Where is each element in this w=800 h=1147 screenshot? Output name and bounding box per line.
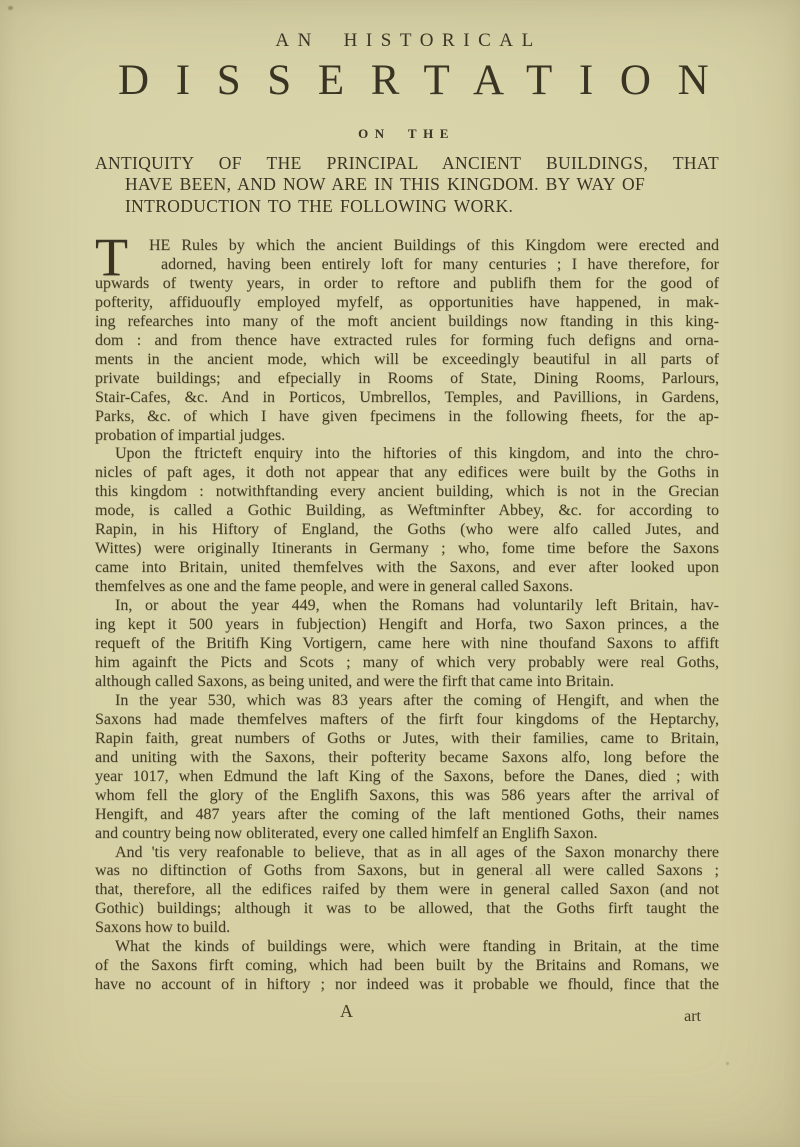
text-line: Upon the ftricteft enquiry into the hiftories of this kingdom, and into the chro-	[115, 445, 719, 463]
catchword: art	[684, 1008, 701, 1025]
paper-speck	[726, 1062, 729, 1065]
text-line: And 'tis very reafonable to believe, that as in all ages of the Saxon monarchy there	[115, 843, 719, 861]
text-line: year 1017, when Edmund the laft King of the Saxons, before the Danes, died ; with	[95, 767, 719, 785]
text-line: upwards of twenty years, in order to reftore and publifh them for the good of	[95, 274, 719, 292]
subtitle	[95, 153, 719, 217]
text-line: ments in the ancient mode, which will be exceedingly beautiful in all parts of	[95, 350, 719, 368]
paragraph	[95, 844, 719, 939]
text-line: Wittes) were originally Itinerants in Germany ; who, fome time before the Saxons	[95, 540, 719, 558]
text-line: In, or about the year 449, when the Romans had voluntarily left Britain, hav-	[115, 597, 719, 615]
paragraph	[95, 227, 719, 445]
text-line: Stair-Cafes, &c. And in Porticos, Umbrellos, Temples, and Pavillions, in Gardens,	[95, 388, 719, 406]
body-text	[95, 227, 719, 995]
text-line: HE Rules by which the ancient Buildings of this Kingdom were erected and	[149, 237, 719, 254]
subtitle-line: ANTIQUITY OF THE PRINCIPAL ANCIENT BUILDINGS, THAT	[95, 153, 719, 173]
text-line: In the year 530, which was 83 years after the coming of Hengift, and when the	[115, 691, 719, 709]
text-line: requeft of the Britifh King Vortigern, came here with nine thoufand Saxons to affift	[95, 635, 719, 653]
text-line: What the kinds of buildings were, which were ftanding in Britain, at the time	[115, 938, 719, 956]
pretitle: AN HISTORICAL	[275, 30, 542, 51]
text-line: ing kept it 500 years in fubjection) Hengift and Horfa, two Saxon princes, a the	[95, 616, 719, 634]
text-line: this kingdom : notwithftanding every ancient building, which is not in the Grecian	[95, 483, 719, 501]
text-line: dom : and from thence have extracted rules for forming fuch defigns and orna-	[95, 331, 719, 349]
text-line: that, therefore, all the edifices raifed by them were in general called Saxon (and not	[95, 881, 719, 899]
paragraph	[95, 692, 719, 844]
text-line: of the Saxons firft coming, which had been built by the Britains and Romans, we	[95, 957, 719, 975]
page-title: DISSERTATION	[118, 57, 736, 104]
text-line: him againft the Picts and Scots ; many of which very probably were real Goths,	[95, 653, 719, 671]
text-line: nicles of paft ages, it doth not appear that any edifices were built by the Goths in	[95, 464, 719, 482]
text-line: Gothic) buildings; although it was to be allowed, that the Goths firft taught the	[95, 900, 719, 918]
paragraph	[95, 938, 719, 995]
text-line: have no account of in hiftory ; nor indeed was it probable we fhould, fince that the	[95, 976, 719, 994]
text-line: and uniting with the Saxons, their pofterity became Saxons alfo, long before the	[95, 748, 719, 766]
text-line: pofterity, affiduoufly employed myfelf, as opportunities have happened, in mak-	[95, 293, 719, 311]
text-line: Rapin faith, great numbers of Goths or Jutes, with their families, came to Britain,	[95, 729, 719, 747]
text-line: themfelves as one and the fame people, and were in general called Saxons.	[95, 578, 574, 596]
text-line: although called Saxons, as being united, and were the firft that came into Britain.	[95, 672, 614, 690]
text-line: mode, is called a Gothic Building, as Weftminfter Abbey, &c. for according to	[95, 502, 719, 520]
text-line: probation of impartial judges.	[95, 426, 286, 444]
text-line: ing refearches into many of the moft ancient buildings now ftanding in this king-	[95, 312, 719, 330]
text-line: adorned, having been entirely loft for many centuries ; I have therefore, for	[161, 255, 719, 273]
paper-speck	[8, 6, 13, 10]
subtitle-line: HAVE BEEN, AND NOW ARE IN THIS KINGDOM. BY WAY OF	[125, 174, 646, 195]
text-line: whom fell the glory of the Englifh Saxons, this was 586 years after the arrival of	[95, 786, 719, 804]
paragraph	[95, 597, 719, 692]
text-line: and country being now obliterated, every one called himfelf an Englifh Saxon.	[95, 824, 598, 842]
text-line: was no diftinction of Goths from Saxons, but in general all were called Saxons ;	[95, 862, 719, 880]
text-line: Hengift, and 487 years after the coming of the laft mentioned Goths, their names	[95, 805, 719, 823]
text-line: Saxons had made themfelves mafters of the firft four kingdoms of the Heptarchy,	[95, 710, 719, 728]
text-line: came into Britain, united themfelves with the Saxons, and ever after looked upon	[95, 559, 719, 577]
text-line: Parks, &c. of which I have given fpecimens in the following fheets, for the ap-	[95, 407, 719, 425]
text-line: Rapin, in his Hiftory of England, the Goths (who were alfo called Jutes, and	[95, 521, 719, 539]
subtitle-line: INTRODUCTION TO THE FOLLOWING WORK.	[125, 195, 514, 216]
paragraph	[95, 445, 719, 597]
signature-mark: A	[340, 1001, 354, 1021]
on-the-label: ON THE	[358, 126, 455, 141]
text-line: private buildings; and efpecially in Rooms of State, Dining Rooms, Parlours,	[95, 369, 719, 387]
dropcap: T	[95, 227, 128, 287]
text-line: Saxons how to build.	[95, 919, 231, 937]
